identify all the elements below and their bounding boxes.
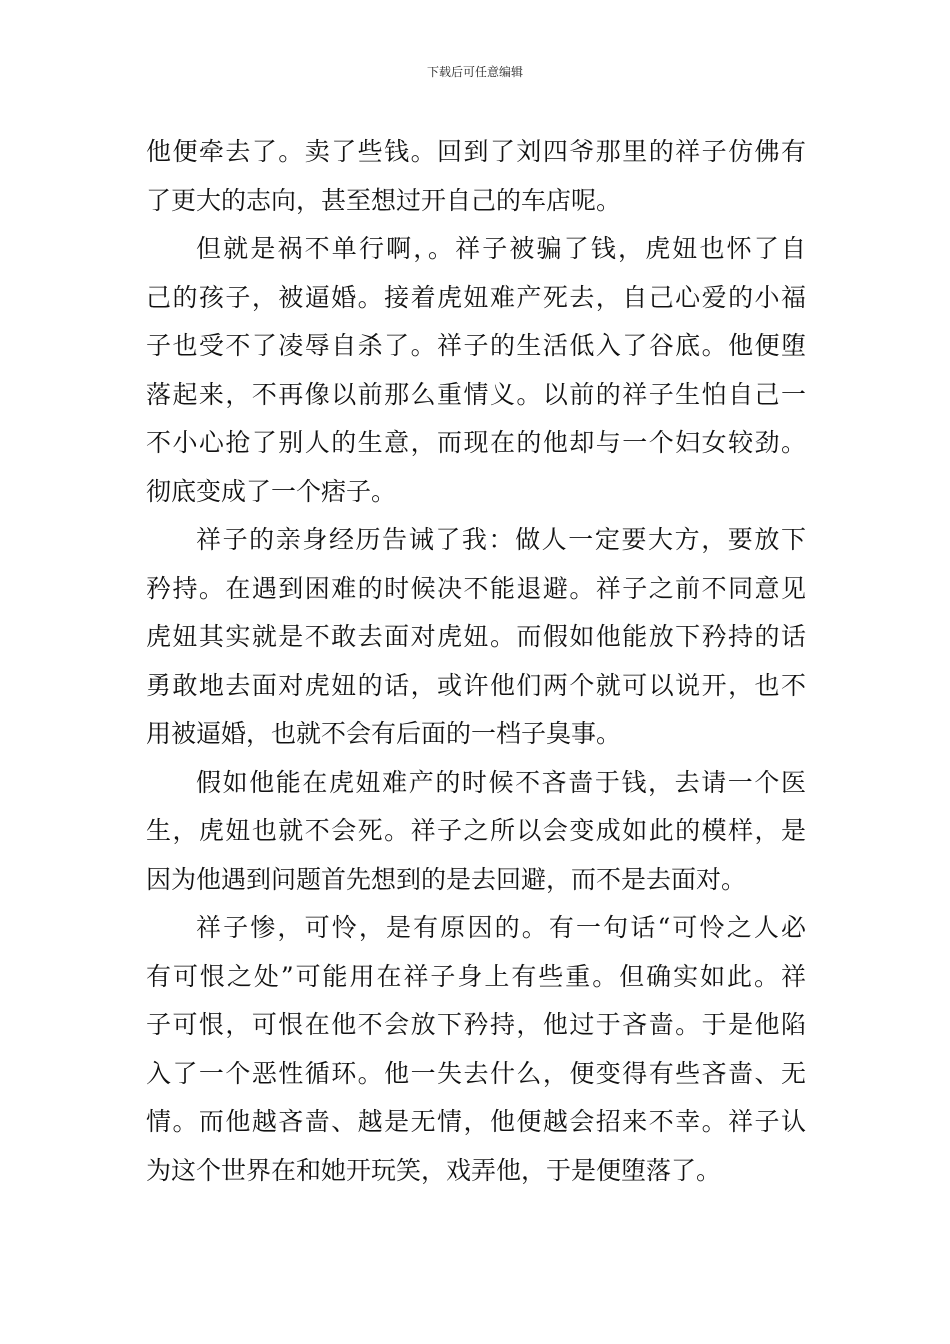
text-line: 但就是祸不单行啊，。祥子被骗了钱，虎妞也怀了自 bbox=[196, 234, 806, 263]
text-line: 祥子的亲身经历告诫了我：做人一定要大方，要放下 bbox=[196, 525, 806, 554]
text-line: 有可恨之处”可能用在祥子身上有些重。但确实如此。祥 bbox=[146, 961, 806, 991]
text-line: 祥子惨，可怜，是有原因的。有一句话“可怜之人必 bbox=[196, 913, 806, 942]
text-line: 勇敢地去面对虎妞的话，或许他们两个就可以说开，也不 bbox=[146, 670, 806, 700]
text-line: 入了一个恶性循环。他一失去什么，便变得有些吝啬、无 bbox=[146, 1058, 806, 1088]
text-line: 用被逼婚，也就不会有后面的一档子臭事。 bbox=[146, 719, 622, 748]
text-line: 虎妞其实就是不敢去面对虎妞。而假如他能放下矜持的话 bbox=[146, 622, 806, 651]
text-line: 生，虎妞也就不会死。祥子之所以会变成如此的模样，是 bbox=[146, 816, 806, 845]
text-line: 假如他能在虎妞难产的时候不吝啬于钱，去请一个医 bbox=[196, 767, 806, 797]
paragraph-1 bbox=[146, 128, 806, 225]
text-line: 子可恨，可恨在他不会放下矜持，他过于吝啬。于是他陷 bbox=[146, 1010, 806, 1039]
text-line: 了更大的志向，甚至想过开自己的车店呢。 bbox=[146, 185, 622, 215]
text-line: 因为他遇到问题首先想到的是去回避，而不是去面对。 bbox=[146, 864, 747, 894]
paragraph-3 bbox=[146, 516, 806, 759]
page-header: 下载后可任意编辑 bbox=[426, 65, 523, 79]
text-line: 己的孩子，被逼婚。接着虎妞难产死去，自己心爱的小福 bbox=[146, 282, 806, 312]
text-line: 不小心抢了别人的生意，而现在的他却与一个妇女较劲。 bbox=[146, 428, 806, 457]
text-line: 为这个世界在和她开玩笑，戏弄他，于是便堕落了。 bbox=[146, 1155, 722, 1185]
text-line: 他便牵去了。卖了些钱。回到了刘四爷那里的祥子仿佛有 bbox=[146, 137, 806, 166]
text-line: 矜持。在遇到困难的时候决不能退避。祥子之前不同意见 bbox=[146, 573, 806, 603]
text-line: 落起来，不再像以前那么重情义。以前的祥子生怕自己一 bbox=[146, 379, 806, 409]
paragraph-4 bbox=[146, 759, 806, 905]
document-body bbox=[146, 128, 806, 1195]
paragraph-5 bbox=[146, 904, 806, 1195]
paragraph-2 bbox=[146, 225, 806, 516]
text-line: 彻底变成了一个痞子。 bbox=[146, 476, 397, 506]
text-line: 子也受不了凌辱自杀了。祥子的生活低入了谷底。他便堕 bbox=[146, 331, 806, 360]
text-line: 情。而他越吝啬、越是无情，他便越会招来不幸。祥子认 bbox=[146, 1107, 806, 1136]
